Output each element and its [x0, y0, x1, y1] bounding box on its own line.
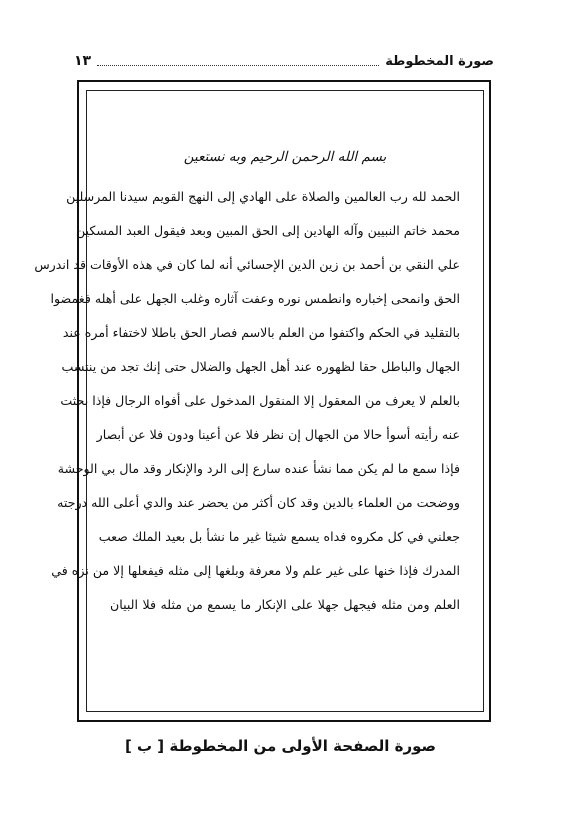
- manuscript-line: جعلني في كل مكروه فداه يسمع شيئا غير ما نشأ بل بعيد الملك صعب: [98, 529, 460, 544]
- manuscript-line: الحمد لله رب العالمين والصلاة على الهادي إلى النهج القويم سيدنا المرسلين: [66, 189, 460, 204]
- manuscript-line: العلم ومن مثله فيجهل جهلا على الإنكار ما يسمع من مثله فلا البيان: [110, 597, 460, 612]
- leader-dots: [97, 65, 379, 66]
- manuscript-line: علي النقي بن أحمد بن زين الدين الإحسائي أنه لما كان في هذه الأوقات قد اندرس: [34, 257, 460, 272]
- manuscript-line: بالتقليد في الحكم واكتفوا من العلم بالاسم فصار الحق باطلا لاختفاء أمره عند: [62, 325, 460, 340]
- manuscript-line: الجهال والباطل حقا لظهوره عند أهل الجهل والضلال حتى إنك تجد من ينتسب: [61, 359, 460, 374]
- manuscript-line: الحق وانمحى إخباره وانطمس نوره وعفت آثاره وغلب الجهل على أهله فغمضوا: [50, 291, 460, 306]
- manuscript-image: [34, 148, 460, 622]
- basmala: بسم الله الرحمن الرحيم وبه نستعين: [183, 149, 387, 165]
- manuscript-line: بالعلم لا يعرف من المعقول إلا المنقول المدخول على أفواه الرجال فإذا بحثت: [60, 393, 460, 408]
- page-number: ١٣: [74, 53, 92, 69]
- figure-caption: صورة الصفحة الأولى من المخطوطة [ ب ]: [124, 737, 437, 755]
- manuscript-line: ووضحت من العلماء بالدين وقد كان أكثر من يحضر عند والدي أعلى الله درجته: [57, 495, 460, 510]
- manuscript-line: المدرك فإذا خنها على غير علم ولا معرفة وبلغها إلى مثله فيفعلها إلا من نزه في: [51, 563, 460, 578]
- manuscript-line: عنه رأيته أسوأ حالا من الجهال إن نظر فلا عن أعينا ودون فلا عن أبصار: [96, 427, 460, 442]
- manuscript-line: محمد خاتم النبيين وآله الهادين إلى الحق المبين وبعد فيقول العبد المسكين: [75, 223, 460, 238]
- running-head: [74, 50, 494, 72]
- running-head-title: صورة المخطوطة: [385, 53, 494, 69]
- manuscript-line: فإذا سمع ما لم يكن مما نشأ عنده سارع إلى الرد والإنكار وقد مال بي الوحشة: [57, 461, 460, 476]
